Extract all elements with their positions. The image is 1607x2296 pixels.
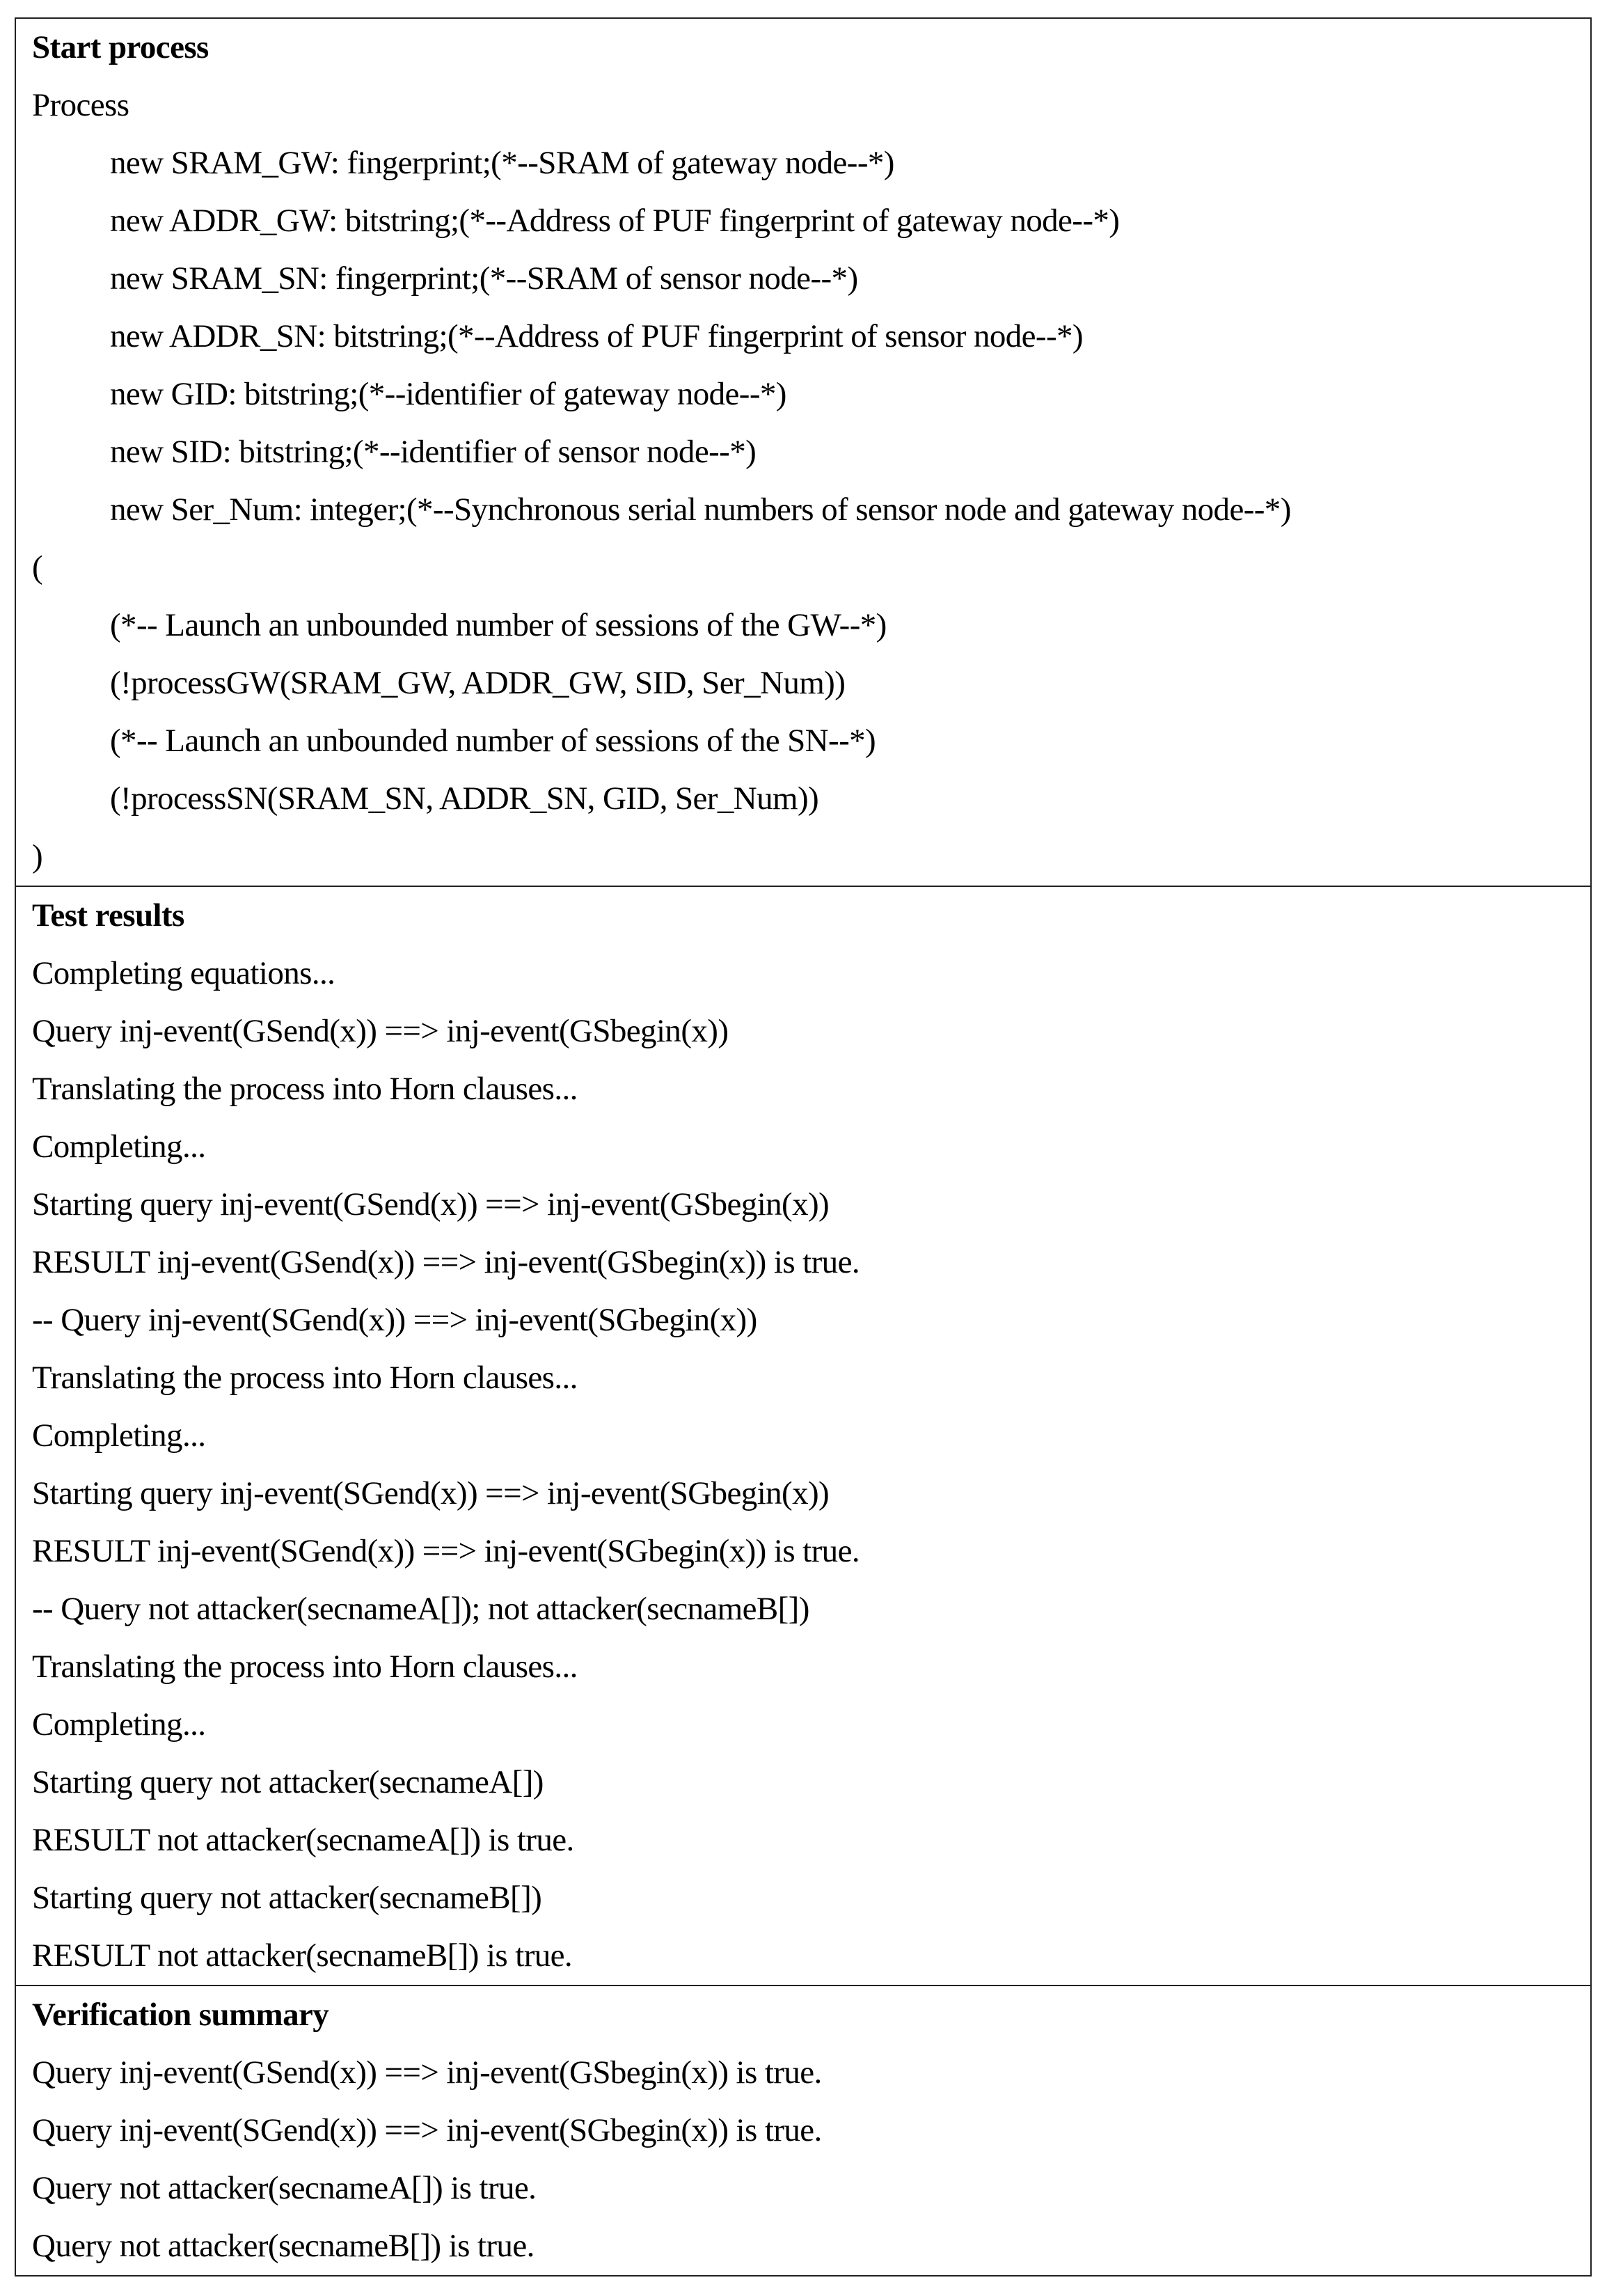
code-line: new SRAM_SN: fingerprint;(*--SRAM of sensor node--*) — [110, 260, 858, 297]
output-line: Completing equations... — [32, 955, 335, 991]
code-line: new GID: bitstring;(*--identifier of gateway node--*) — [110, 376, 786, 412]
output-line: Starting query inj-event(GSend(x)) ==> inj-event(GSbegin(x)) — [32, 1186, 830, 1222]
output-line: Translating the process into Horn clauses... — [32, 1071, 578, 1107]
output-line: RESULT not attacker(secnameB[]) is true. — [32, 1937, 573, 1974]
output-line: Completing... — [32, 1129, 206, 1165]
start-process-section — [16, 19, 1590, 886]
output-line: RESULT not attacker(secnameA[]) is true. — [32, 1822, 574, 1858]
code-line: (*-- Launch an unbounded number of sessions of the GW--*) — [110, 607, 887, 643]
output-line: Query not attacker(secnameB[]) is true. — [32, 2228, 535, 2264]
code-line: new ADDR_SN: bitstring;(*--Address of PUF fingerprint of sensor node--*) — [110, 318, 1083, 354]
code-line: ) — [32, 838, 43, 874]
section-title: Test results — [32, 897, 184, 934]
output-line: Query inj-event(SGend(x)) ==> inj-event(SGbegin(x)) is true. — [32, 2112, 822, 2148]
code-line: (!processGW(SRAM_GW, ADDR_GW, SID, Ser_Num)) — [110, 665, 846, 701]
code-line: new Ser_Num: integer;(*--Synchronous serial numbers of sensor node and gateway node--*) — [110, 492, 1291, 528]
code-line: Process — [32, 87, 129, 123]
output-line: -- Query not attacker(secnameA[]); not attacker(secnameB[]) — [32, 1591, 809, 1627]
section-title: Verification summary — [32, 1997, 329, 2033]
output-line: Translating the process into Horn clauses... — [32, 1649, 578, 1685]
output-line: Query not attacker(secnameA[]) is true. — [32, 2170, 537, 2206]
output-line: RESULT inj-event(GSend(x)) ==> inj-event(GSbegin(x)) is true. — [32, 1244, 860, 1280]
proverif-results-table — [15, 17, 1592, 2277]
output-line: RESULT inj-event(SGend(x)) ==> inj-event(SGbegin(x)) is true. — [32, 1533, 860, 1569]
output-line: Starting query not attacker(secnameB[]) — [32, 1880, 542, 1916]
output-line: Translating the process into Horn clauses... — [32, 1360, 578, 1396]
section-title: Start process — [32, 29, 209, 65]
code-line: new SRAM_GW: fingerprint;(*--SRAM of gateway node--*) — [110, 145, 894, 181]
output-line: Completing... — [32, 1417, 206, 1454]
code-line: new SID: bitstring;(*--identifier of sensor node--*) — [110, 434, 757, 470]
code-line: (*-- Launch an unbounded number of sessions of the SN--*) — [110, 723, 876, 759]
output-line: Completing... — [32, 1706, 206, 1743]
code-line: ( — [32, 549, 43, 585]
code-line: new ADDR_GW: bitstring;(*--Address of PUF fingerprint of gateway node--*) — [110, 203, 1120, 239]
verification-summary-section — [16, 1985, 1590, 2275]
code-line: (!processSN(SRAM_SN, ADDR_SN, GID, Ser_Num)) — [110, 780, 819, 817]
test-results-section — [16, 886, 1590, 1985]
output-line: Query inj-event(GSend(x)) ==> inj-event(GSbegin(x)) is true. — [32, 2054, 822, 2091]
output-line: Starting query inj-event(SGend(x)) ==> inj-event(SGbegin(x)) — [32, 1475, 830, 1511]
output-line: Starting query not attacker(secnameA[]) — [32, 1764, 544, 1800]
output-line: Query inj-event(GSend(x)) ==> inj-event(GSbegin(x)) — [32, 1013, 729, 1049]
output-line: -- Query inj-event(SGend(x)) ==> inj-event(SGbegin(x)) — [32, 1302, 757, 1338]
